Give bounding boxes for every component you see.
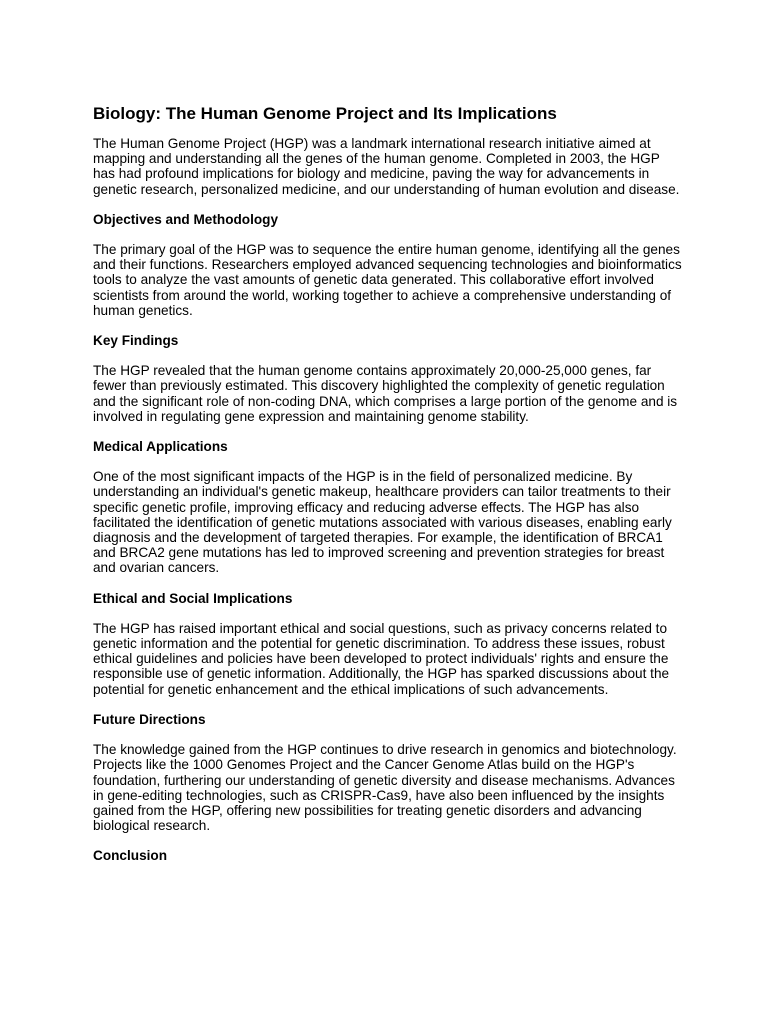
section-key-findings: [93, 333, 683, 424]
section-objectives: [93, 212, 683, 318]
section-body: The primary goal of the HGP was to sequence the entire human genome, identifying all the genes and their functions. Researchers employed advanced sequencing technologies and bioinformatics tools to analyze the vast amounts of genetic data generated. This collaborative effort involved scientists from around the world, working together to achieve a comprehensive understanding of human genetics.: [93, 242, 682, 318]
section-medical-applications: [93, 439, 683, 576]
section-body: The HGP revealed that the human genome contains approximately 20,000-25,000 genes, far fewer than previously estimated. This discovery highlighted the complexity of genetic regulation and the significant role of non-coding DNA, which comprises a large portion of the genome and is involved in regulating gene expression and maintaining genome stability.: [93, 363, 678, 424]
intro-paragraph: The Human Genome Project (HGP) was a landmark international research initiative aimed at mapping and understanding all the genes of the human genome. Completed in 2003, the HGP has had profound implications for biology and medicine, paving the way for advancements in genetic research, personalized medicine, and our understanding of human evolution and disease.: [93, 136, 680, 197]
section-body: The HGP has raised important ethical and social questions, such as privacy concerns related to genetic information and the potential for genetic discrimination. To address these issues, robust ethical guidelines and policies have been developed to protect individuals' rights and ensure the responsible use of genetic information. Additionally, the HGP has sparked discussions about the potential for genetic enhancement and the ethical implications of such advancements.: [93, 620, 670, 697]
section-future-directions: [93, 712, 683, 833]
document-title: Biology: The Human Genome Project and Its Implications: [93, 104, 557, 123]
section-ethical-social: [93, 591, 683, 697]
section-heading: Conclusion: [93, 848, 168, 864]
document-page: [93, 104, 683, 879]
section-heading: Future Directions: [93, 711, 206, 727]
section-body: One of the most significant impacts of the HGP is in the field of personalized medicine. By understanding an individual's genetic makeup, healthcare providers can tailor treatments to their specific genetic profile, improving efficacy and reducing adverse effects. The HGP has also facilitated the identification of genetic mutations associated with various diseases, enabling early diagnosis and the development of targeted therapies. For example, the identification of BRCA1 and BRCA2 gene mutations has led to improved screening and prevention strategies for breast and ovarian cancers.: [93, 469, 672, 576]
section-heading: Key Findings: [93, 333, 179, 349]
section-heading: Medical Applications: [93, 439, 228, 455]
section-body: The knowledge gained from the HGP continues to drive research in genomics and biotechnology. Projects like the 1000 Genomes Project and the Cancer Genome Atlas build on the HGP's foundation, furthering our understanding of genetic diversity and disease mechanisms. Advances in gene-editing technologies, such as CRISPR-Cas9, have also been influenced by the insights gained from the HGP, offering new possibilities for treating genetic disorders and advancing biological research.: [93, 742, 677, 834]
section-conclusion: [93, 848, 683, 863]
section-heading: Objectives and Methodology: [93, 211, 279, 227]
section-heading: Ethical and Social Implications: [93, 590, 293, 606]
